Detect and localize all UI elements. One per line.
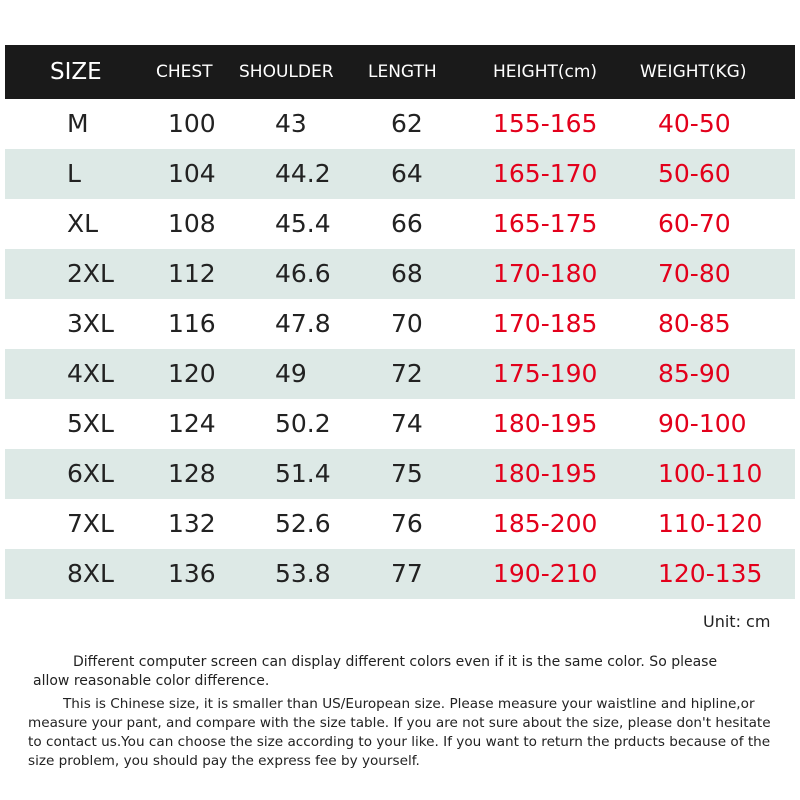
color-disclaimer-line-2: allow reasonable color difference. (33, 673, 270, 689)
cell-weight: 85-90 (658, 359, 731, 388)
cell-chest: 132 (168, 509, 216, 538)
cell-size: L (67, 159, 81, 188)
table-row (5, 449, 795, 499)
cell-shoulder: 53.8 (275, 559, 331, 588)
cell-size: 3XL (67, 309, 114, 338)
header-shoulder: SHOULDER (239, 62, 334, 82)
cell-size: M (67, 109, 89, 138)
cell-chest: 104 (168, 159, 216, 188)
table-row (5, 499, 795, 549)
cell-size: 6XL (67, 459, 114, 488)
cell-chest: 120 (168, 359, 216, 388)
header-height: HEIGHT(cm) (493, 62, 598, 82)
unit-note: Unit: cm (703, 612, 771, 631)
table-row (5, 249, 795, 299)
cell-shoulder: 50.2 (275, 409, 331, 438)
size-disclaimer-line-1: This is Chinese size, it is smaller than US/European size. Please measure your waistline and hipline,or (63, 696, 755, 712)
cell-weight: 60-70 (658, 209, 731, 238)
cell-height: 170-185 (493, 309, 598, 338)
cell-length: 76 (391, 509, 423, 538)
table-row (5, 149, 795, 199)
cell-size: 8XL (67, 559, 114, 588)
cell-length: 70 (391, 309, 423, 338)
cell-shoulder: 52.6 (275, 509, 331, 538)
cell-height: 175-190 (493, 359, 598, 388)
cell-size: 5XL (67, 409, 114, 438)
cell-weight: 110-120 (658, 509, 763, 538)
cell-length: 64 (391, 159, 423, 188)
cell-weight: 70-80 (658, 259, 731, 288)
header-chest: CHEST (156, 62, 213, 82)
cell-shoulder: 43 (275, 109, 307, 138)
cell-height: 180-195 (493, 459, 598, 488)
table-header-row (5, 45, 795, 99)
cell-height: 165-175 (493, 209, 598, 238)
cell-height: 180-195 (493, 409, 598, 438)
header-size: SIZE (50, 59, 102, 85)
cell-height: 170-180 (493, 259, 598, 288)
cell-chest: 112 (168, 259, 216, 288)
cell-chest: 100 (168, 109, 216, 138)
cell-size: 2XL (67, 259, 114, 288)
header-length: LENGTH (368, 62, 437, 82)
cell-shoulder: 49 (275, 359, 307, 388)
size-disclaimer-line-4: size problem, you should pay the express fee by yourself. (28, 753, 420, 769)
table-row (5, 299, 795, 349)
cell-shoulder: 46.6 (275, 259, 331, 288)
cell-weight: 120-135 (658, 559, 763, 588)
cell-size: XL (67, 209, 99, 238)
cell-size: 4XL (67, 359, 114, 388)
cell-weight: 40-50 (658, 109, 731, 138)
cell-chest: 116 (168, 309, 216, 338)
table-row (5, 549, 795, 599)
cell-weight: 80-85 (658, 309, 731, 338)
cell-height: 155-165 (493, 109, 598, 138)
cell-weight: 100-110 (658, 459, 763, 488)
table-row (5, 199, 795, 249)
size-table (5, 45, 795, 599)
cell-height: 190-210 (493, 559, 598, 588)
cell-length: 62 (391, 109, 423, 138)
table-body (5, 99, 795, 599)
header-weight: WEIGHT(KG) (640, 62, 747, 82)
cell-length: 74 (391, 409, 423, 438)
cell-chest: 124 (168, 409, 216, 438)
cell-weight: 90-100 (658, 409, 747, 438)
cell-length: 68 (391, 259, 423, 288)
cell-shoulder: 47.8 (275, 309, 331, 338)
table-row (5, 399, 795, 449)
size-disclaimer (28, 695, 778, 771)
cell-height: 185-200 (493, 509, 598, 538)
size-disclaimer-line-2: measure your pant, and compare with the size table. If you are not sure about the size, please don't hesitate (28, 715, 771, 731)
cell-chest: 136 (168, 559, 216, 588)
cell-shoulder: 45.4 (275, 209, 331, 238)
cell-weight: 50-60 (658, 159, 731, 188)
cell-height: 165-170 (493, 159, 598, 188)
cell-length: 75 (391, 459, 423, 488)
table-row (5, 99, 795, 149)
cell-chest: 128 (168, 459, 216, 488)
size-disclaimer-line-3: to contact us.You can choose the size according to your like. If you want to return the prducts because of the (28, 734, 771, 750)
color-disclaimer (33, 653, 773, 691)
cell-length: 66 (391, 209, 423, 238)
cell-shoulder: 51.4 (275, 459, 331, 488)
table-row (5, 349, 795, 399)
color-disclaimer-line-1: Different computer screen can display different colors even if it is the same color. So please (73, 654, 718, 670)
cell-chest: 108 (168, 209, 216, 238)
cell-length: 77 (391, 559, 423, 588)
cell-length: 72 (391, 359, 423, 388)
cell-size: 7XL (67, 509, 114, 538)
cell-shoulder: 44.2 (275, 159, 331, 188)
